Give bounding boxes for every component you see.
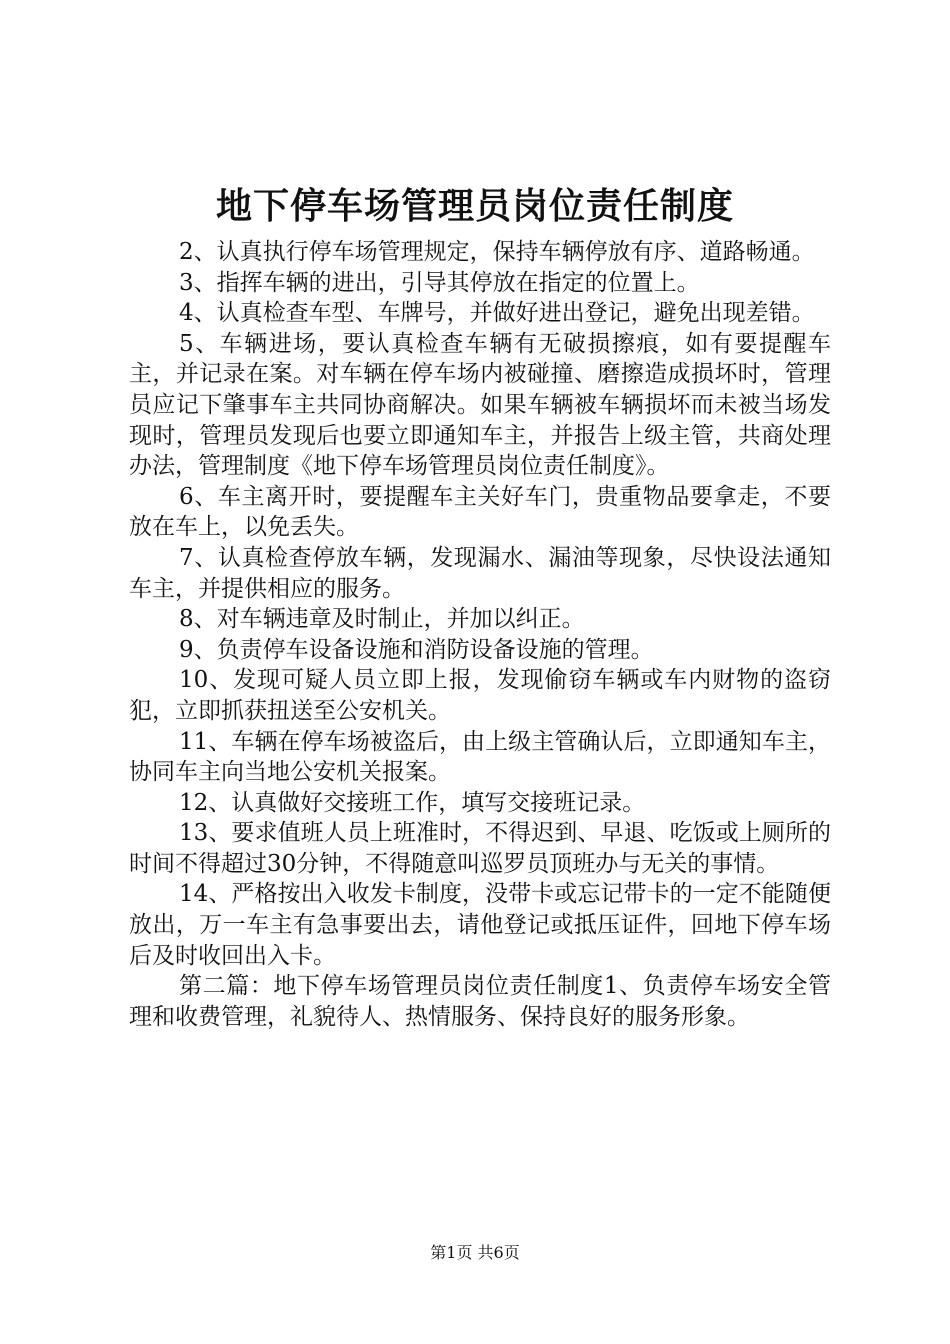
paragraph-item-12: 12、认真做好交接班工作，填写交接班记录。 <box>179 789 646 816</box>
paragraph-second-chapter: 第二篇：地下停车场管理员岗位责任制度1、负责停车场安全管理和收费管理，礼貌待人、热情服务、保持良好的服务形象。 <box>129 973 831 1030</box>
paragraph-item-6: 6、车主离开时，要提醒车主关好车门，贵重物品要拿走，不要放在车上，以免丢失。 <box>129 483 831 541</box>
paragraph-item-10: 10、发现可疑人员立即上报，发现偷窃车辆或车内财物的盗窃犯，立即抓获扭送至公安机关。 <box>129 667 831 724</box>
paragraph-item-7: 7、认真检查停放车辆，发现漏水、漏油等现象，尽快设法通知车主，并提供相应的服务。 <box>129 544 831 602</box>
paragraph-item-14: 14、严格按出入收发卡制度，没带卡或忘记带卡的一定不能随便放出，万一车主有急事要出去，请他登记或抵压证件，回地下停车场后及时收回出入卡。 <box>129 881 831 969</box>
paragraph-item-9: 9、负责停车设备设施和消防设备设施的管理。 <box>179 636 654 663</box>
paragraph-item-13: 13、要求值班人员上班准时，不得迟到、早退、吃饭或上厕所的时间不得超过30分钟，不得随意叫巡罗员顶班办与无关的事情。 <box>129 820 831 877</box>
document-body <box>129 237 831 1032</box>
page-number-footer: 第1页 共6页 <box>430 1243 520 1262</box>
paragraph-item-5: 5、车辆进场，要认真检查车辆有无破损擦痕，如有要提醒车主，并记录在案。对车辆在停车场内被碰撞、磨擦造成损坏时，管理员应记下肇事车主共同协商解决。如果车辆被车辆损坏而未被当场发现时，管理员发现后也要立即通知车主，并报告上级主管，共商处理办法，管理制度《地下停车场管理员岗位责任制度》。 <box>129 330 831 480</box>
paragraph-item-3: 3、指挥车辆的进出，引导其停放在指定的位置上。 <box>179 269 700 296</box>
paragraph-item-8: 8、对车辆违章及时制止，并加以纠正。 <box>179 606 585 633</box>
paragraph-item-11: 11、车辆在停车场被盗后，由上级主管确认后，立即通知车主，协同车主向当地公安机关报案。 <box>129 728 831 786</box>
paragraph-item-2: 2、认真执行停车场管理规定，保持车辆停放有序、道路畅通。 <box>179 239 815 265</box>
paragraph-item-4: 4、认真检查车型、车牌号，并做好进出登记，避免出现差错。 <box>179 300 815 327</box>
document-title: 地下停车场管理员岗位责任制度 <box>215 185 734 227</box>
